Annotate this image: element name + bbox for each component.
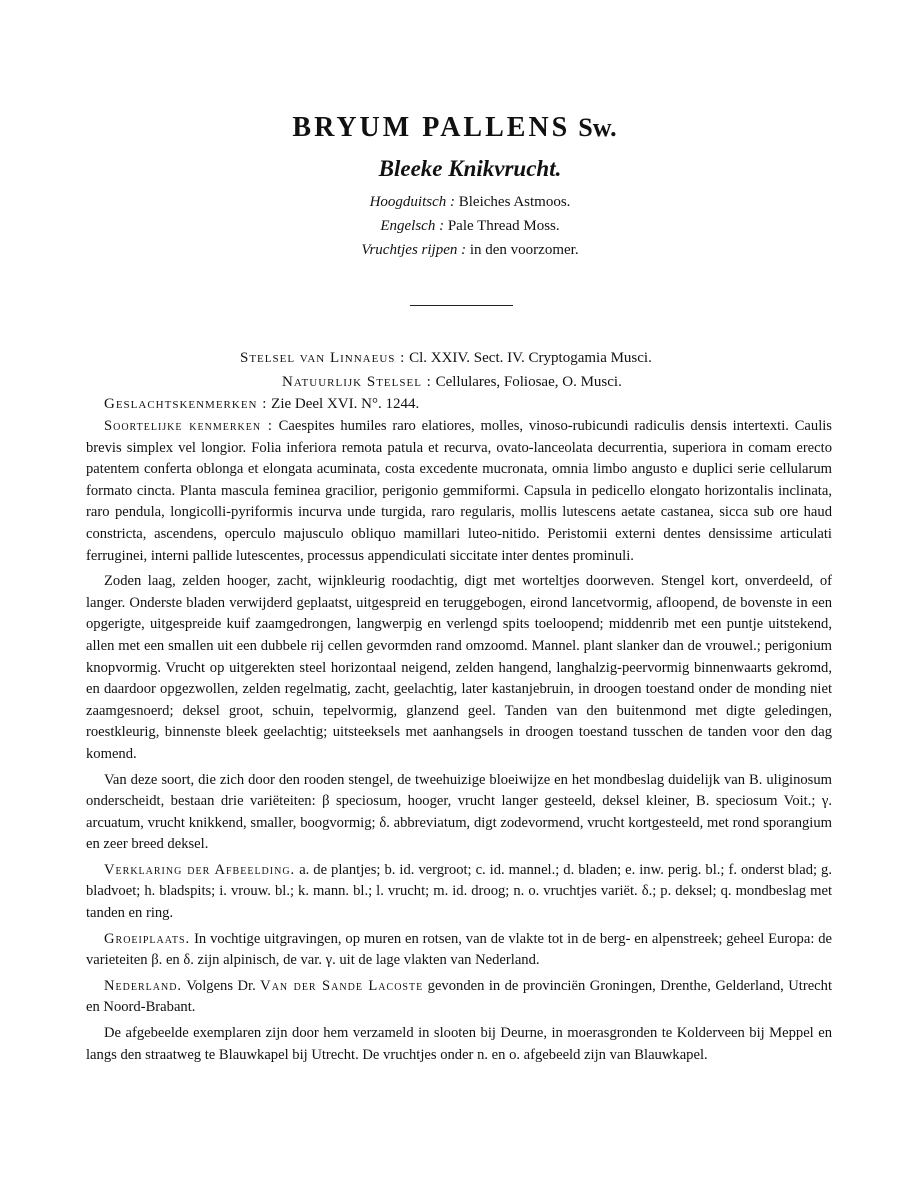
varieties-paragraph: Van deze soort, die zich door den rooden stengel, de tweehuizige bloeiwijze en het mondbeslag duidelijk van B. uliginosum onderscheidt, bestaan drie variëteiten: β speciosum, hooger, vrucht langer gesteeld, deksel kleiner, B. speciosum Voit.; γ. arcuatum, vrucht knikkend, smaller, boogvormig; δ. abbreviatum, digt zodevormend, vrucht kortgesteeld, met rond sporangium en zeer breed deksel.: [86, 771, 832, 853]
netherlands-text-1: Volgens Dr.: [186, 977, 256, 994]
ripen-value: in den voorzomer.: [469, 242, 579, 258]
natural-label: Natuurlijk Stelsel :: [282, 374, 432, 390]
species-text: Caespites humiles raro elatiores, molles, vinoso-rubicundi radiculis densis intertexti. Caulis brevis simplex vel longior. Folia inferiora remota patula et recurva, ovato-lanceolata decurrentia, superiora in comam erecto patentem conferta oblonga et elongata acuminata, costa excedente mucronata, omnia limbo angusto e duplici serie cellularum formato cincta. Planta mascula feminea gracilior, perigonio gemmiformi. Capsula in pedicello elongato horizontalis inclinata, raro pendula, longicolli-pyriformis incurva unde turgida, raro regularis, mollis lutescens aetate castanea, sicca sub ore haud constricta, ascendens, operculo majusculo obliquo mamillari luteo-nitido. Peristomii externi dentes densissime articulati ferruginei, interni pallide lutescentes, processus appendiculati siccitate inter dentes prominuli.: [86, 418, 832, 564]
species-label: Soortelijke kenmerken :: [104, 418, 273, 434]
title-author: Sw.: [578, 113, 617, 142]
figures-text: a. de plantjes; b. id. vergroot; c. id. mannel.; d. bladen; e. inw. perig. bl.; f. onderst blad; g. bladvoet; h. bladspits; i. vrouw. bl.; k. mann. bl.; l. vrucht; m. id. droog; n. o. vruchtjes variët. δ.; p. deksel; q. mondbeslag met tanden en ring.: [86, 861, 832, 922]
netherlands-label: Nederland.: [104, 977, 183, 994]
linnaeus-value: Cl. XXIV. Sect. IV. Cryptogamia Musci.: [409, 350, 652, 366]
netherlands-paragraph: [86, 976, 832, 1019]
german-value: Bleiches Astmoos.: [458, 194, 571, 210]
title-species: BRYUM PALLENS: [292, 112, 571, 143]
genus-label: Geslachtskenmerken :: [104, 396, 268, 412]
english-value: Pale Thread Moss.: [447, 218, 560, 234]
collector-name: Van der Sande Lacoste: [260, 977, 424, 994]
linnaeus-line: [240, 350, 652, 367]
ripening-line: [0, 242, 909, 259]
section-divider: [410, 305, 513, 306]
linnaeus-label: Stelsel van Linnaeus :: [240, 350, 406, 366]
body-text: [86, 416, 832, 1070]
english-label: Engelsch :: [380, 218, 445, 234]
habitat-text: In vochtige uitgravingen, op muren en rotsen, van de vlakte tot in de berg- en alpenstreek; geheel Europa: de varieteiten β. en δ. zijn alpinisch, de var. γ. uit de lage vlakten van Nederland.: [86, 930, 833, 969]
genus-value: Zie Deel XVI. N°. 1244.: [271, 396, 420, 412]
dutch-description-paragraph: Zoden laag, zelden hooger, zacht, wijnkleurig roodachtig, digt met worteltjes doorweven. Stengel kort, onverdeeld, of langer. Onderste bladen verwijderd geplaatst, uitgespreid en teruggebogen, eirond lancetvormig, afloopend, de bovenste in een opgerigte, uitgespreide kuif zaamgedrongen, langwerpig en verlengd spits toeloopend; middenrib met een puntje uitstekend, allen met een smallen uit een dubbele rij cellen gevormden rand omzoomd. Mannel. plant slanker dan de vrouwel.; perigonium knopvormig. Vrucht op uitgerekten steel horizontaal neigend, zelden hangend, langhalzig-peervormig binnenwaarts gekromd, en daardoor opgezwollen, zelden regelmatig, zacht, geelachtig, later kastanjebruin, in droogen toestand onder de monding niet zaamgesnoerd; deksel groot, schuin, tepelvormig, glanzend geel. Tanden van den buitenmond met digte geledingen, roestkleurig, binnenste bleek geelachtig; uitsteeksels met aanhangsels in droogen toestand tusschen de tanden voor den dag komend.: [86, 573, 832, 762]
habitat-label: Groeiplaats.: [104, 930, 191, 947]
species-characters-paragraph: [86, 416, 832, 567]
collection-paragraph: De afgebeelde exemplaren zijn door hem verzameld in slooten bij Deurne, in moerasgronden te Kolderveen bij Meppel en langs den straatweg te Blauwkapel bij Utrecht. De vruchtjes onder n. en o. afgebeeld zijn van Blauwkapel.: [86, 1025, 832, 1063]
habitat-paragraph: [86, 929, 832, 972]
dutch-name: Bleeke Knikvrucht.: [378, 156, 562, 181]
german-name-line: [0, 194, 909, 211]
page-title: [0, 112, 909, 144]
english-name-line: [0, 218, 909, 235]
figures-label: Verklaring der Afbeelding.: [104, 861, 296, 878]
ripen-label: Vruchtjes rijpen :: [361, 242, 467, 258]
natural-system-line: [282, 374, 622, 391]
german-label: Hoogduitsch :: [369, 194, 455, 210]
natural-value: Cellulares, Foliosae, O. Musci.: [435, 374, 622, 390]
netherlands-text-2: gevonden in de provinciën Groningen, Drenthe, Gelderland, Utrecht en Noord-Brabant.: [86, 977, 833, 1016]
genus-line: [104, 396, 419, 413]
figures-paragraph: [86, 860, 832, 925]
